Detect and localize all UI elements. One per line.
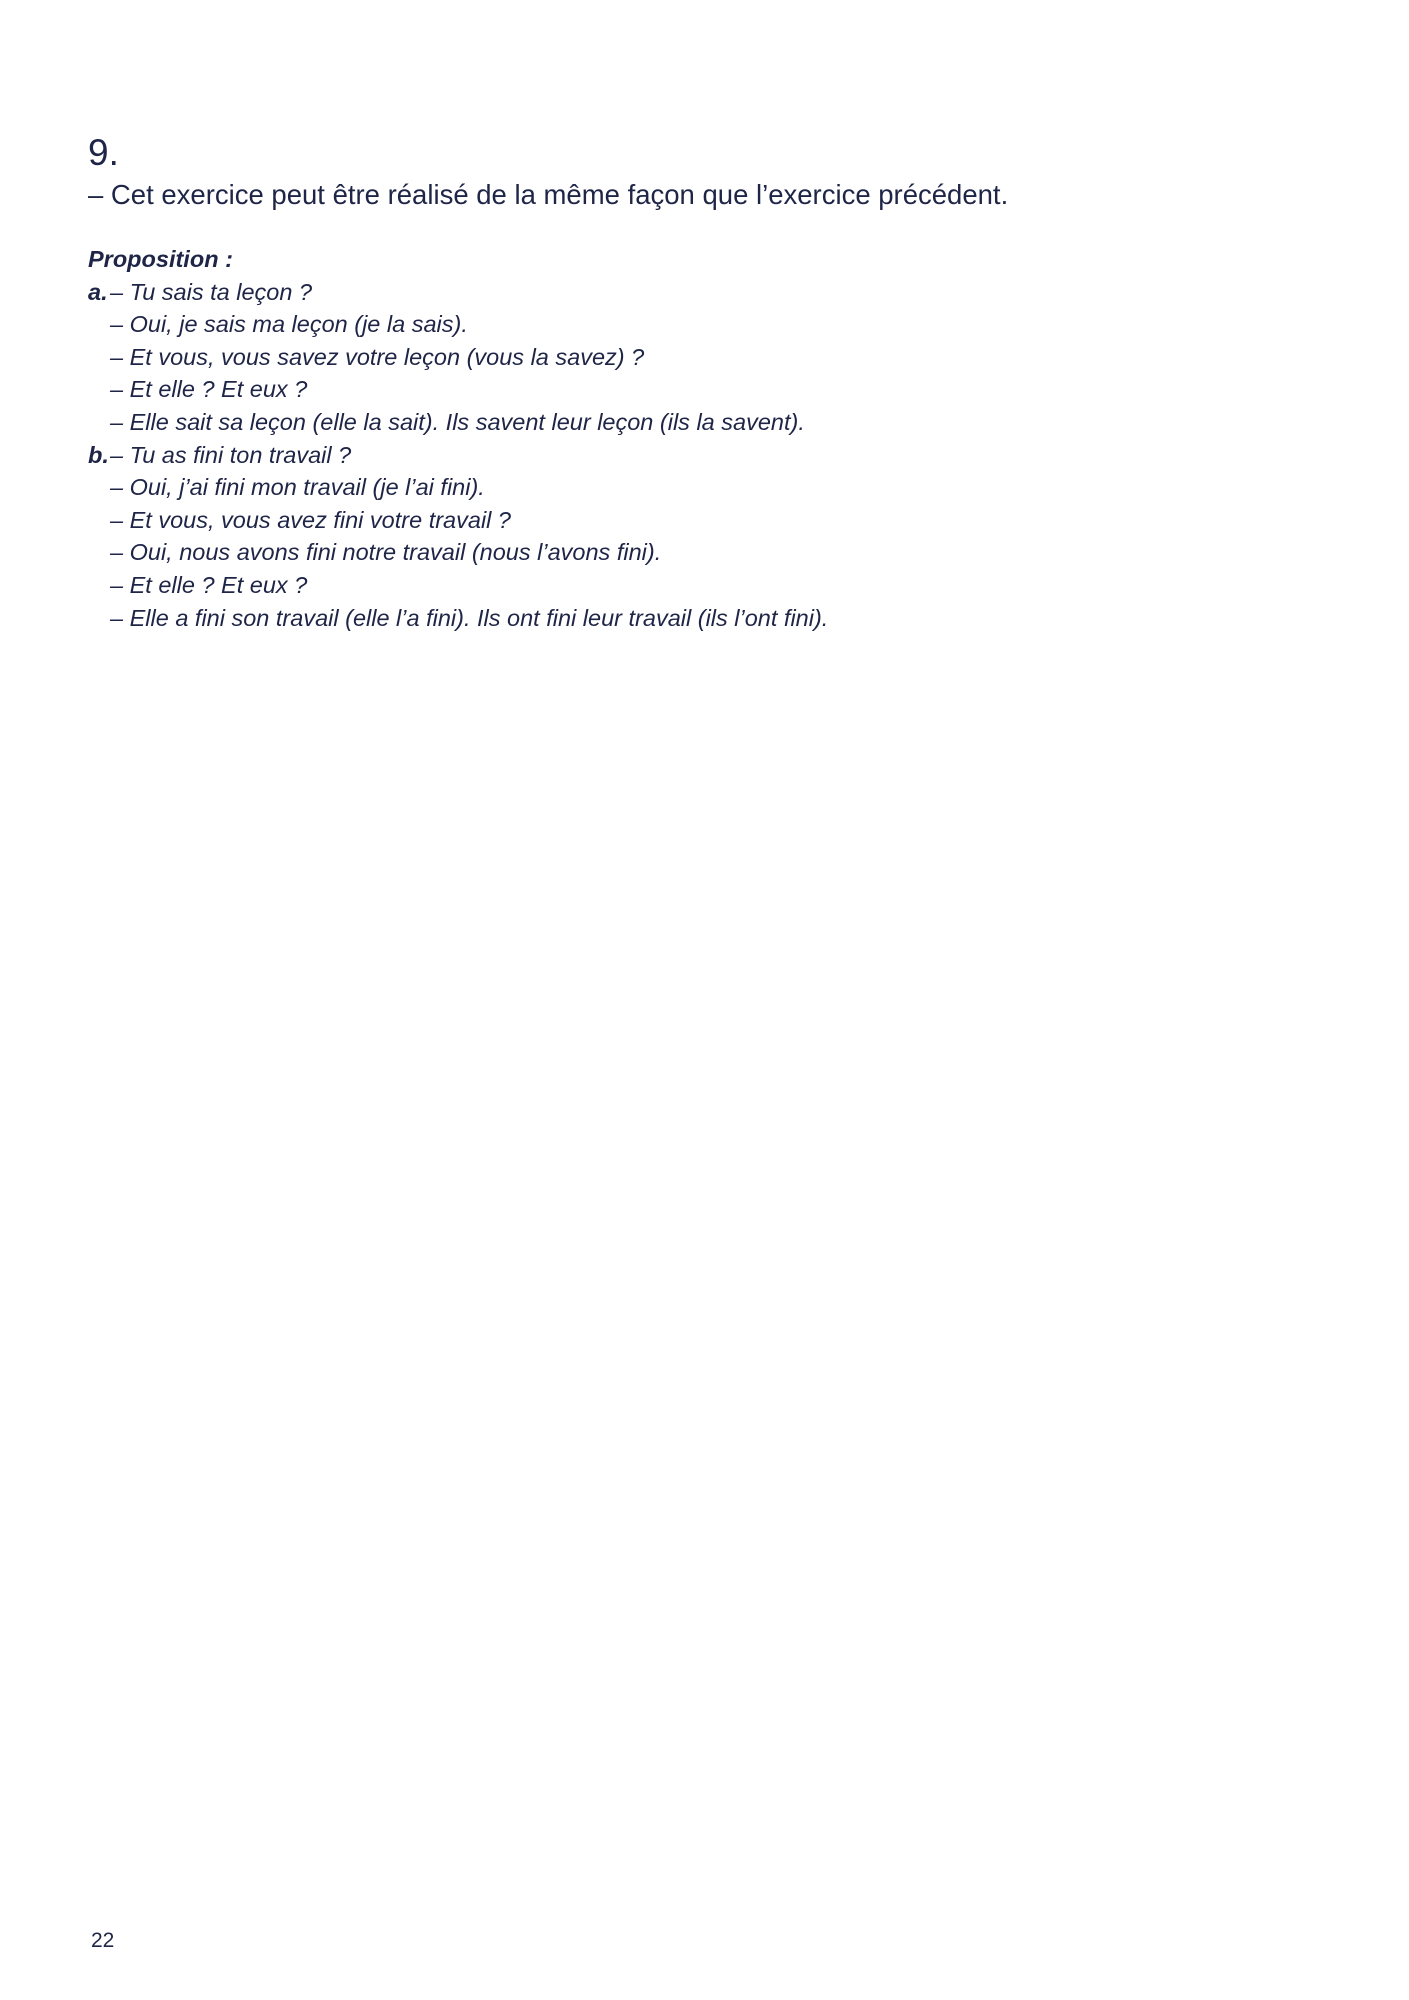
dialogue-line: – Oui, nous avons fini notre travail (nous l’avons fini). [110,539,662,566]
dialogue-line: – Elle sait sa leçon (elle la sait). Ils savent leur leçon (ils la savent). [110,408,805,435]
dialogue-line: – Et vous, vous savez votre leçon (vous la savez) ? [110,343,645,370]
exercise-number: 9. [88,132,119,173]
dialogue-text: – Tu sais ta leçon ? [110,278,313,305]
dialogue-line: – Et vous, vous avez fini votre travail ? [110,506,511,533]
group-marker: a. [88,278,108,305]
dialogue-group-b [88,439,828,635]
dialogue-text: – Tu as fini ton travail ? [110,441,352,468]
proposition-block [88,243,828,634]
group-marker: b. [88,441,109,468]
dialogue-group-a [88,276,828,439]
dialogue-line [88,439,828,472]
dialogue-line: – Elle a fini son travail (elle l’a fini). Ils ont fini leur travail (ils l’ont fini). [110,604,829,631]
dialogue-line: – Oui, j’ai fini mon travail (je l’ai fini). [110,474,485,501]
dialogue-line: – Oui, je sais ma leçon (je la sais). [110,311,468,338]
dialogue-line [88,276,828,309]
page-number: 22 [91,1929,115,1952]
proposition-label: Proposition : [88,246,233,272]
exercise-instruction: – Cet exercice peut être réalisé de la même façon que l’exercice précédent. [88,179,1009,210]
dialogue-line: – Et elle ? Et eux ? [110,376,308,403]
dialogue-line: – Et elle ? Et eux ? [110,571,308,598]
